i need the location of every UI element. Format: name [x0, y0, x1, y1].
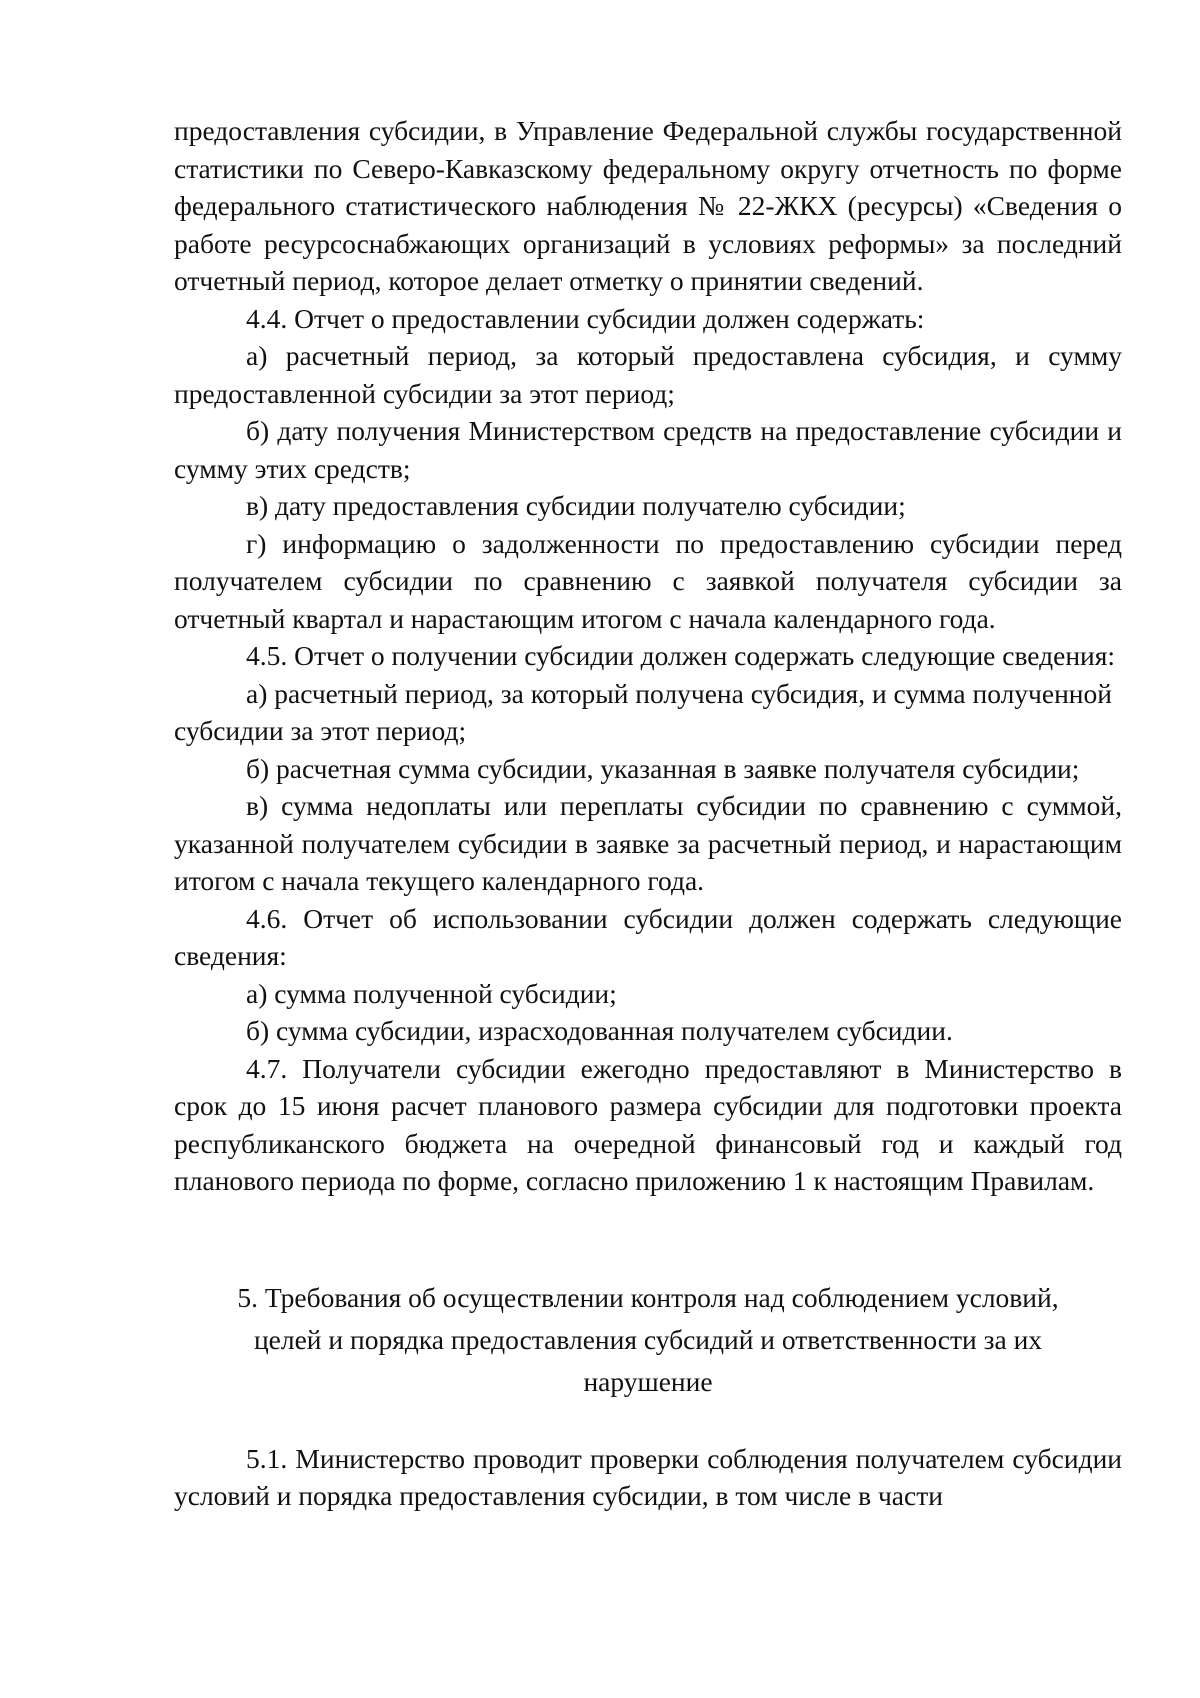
paragraph-5-1: 5.1. Министерство проводит проверки соблюдения получателем субсидии условий и порядка предоставления субсидии, в том числе в части — [174, 1442, 1122, 1511]
paragraph-4-7: 4.7. Получатели субсидии ежегодно предоставляют в Министерство в срок до 15 июня расчет планового размера субсидии для подготовки проекта республиканского бюджета на очередной финансовый год и каждый год планового периода по форме, согласно приложению 1 к настоящим Правилам. — [174, 1052, 1122, 1196]
paragraph-4-5-a: а) расчетный период, за который получена субсидия, и сумма полученной субсидии за этот период; — [174, 677, 1112, 746]
paragraph-4-4-b: б) дату получения Министерством средств на предоставление субсидии и сумму этих средств; — [174, 415, 1122, 484]
paragraph-4-4: 4.4. Отчет о предоставлении субсидии должен содержать: — [246, 302, 925, 334]
section-5-heading-line: нарушение — [583, 1365, 713, 1397]
paragraph-4-5-b: б) расчетная сумма субсидии, указанная в заявке получателя субсидии; — [246, 752, 1080, 784]
paragraph-4-4-a: а) расчетный период, за который предоставлена субсидия, и сумму предоставленной субсидии за этот период; — [174, 340, 1122, 409]
document-body — [174, 112, 1122, 1515]
paragraph-4-6-b: б) сумма субсидии, израсходованная получателем субсидии. — [246, 1015, 953, 1046]
paragraph-4-5: 4.5. Отчет о получении субсидии должен содержать следующие сведения: — [246, 640, 1116, 671]
paragraph-continuation: предоставления субсидии, в Управление Федеральной службы государственной статистики по Северо-Кавказскому федеральному округу отчетность по форме федерального статистического наблюдения № 22-ЖКХ (ресурсы) «Сведения о работе ресурсоснабжающих организаций в условиях реформы» за последний отчетный период, которое делает отметку о принятии сведений. — [174, 115, 1122, 296]
paragraph-4-6-a: а) сумма полученной субсидии; — [246, 977, 617, 1009]
paragraph-4-4-g: г) информацию о задолженности по предоставлению субсидии перед получателем субсидии по сравнению с заявкой получателя субсидии за отчетный квартал и нарастающим итогом с начала календарного года. — [174, 527, 1122, 634]
paragraph-4-4-v: в) дату предоставления субсидии получателю субсидии; — [246, 490, 906, 521]
section-5-heading-line: целей и порядка предоставления субсидий и ответственности за их — [253, 1323, 1043, 1355]
section-5-heading — [174, 1277, 1122, 1403]
paragraph-4-6: 4.6. Отчет об использовании субсидии должен содержать следующие сведения: — [174, 902, 1122, 971]
section-5-heading-line: 5. Требования об осуществлении контроля над соблюдением условий, — [237, 1281, 1059, 1313]
paragraph-4-5-v: в) сумма недоплаты или переплаты субсидии по сравнению с суммой, указанной получателем субсидии в заявке за расчетный период, и нарастающим итогом с начала текущего календарного года. — [174, 790, 1122, 896]
